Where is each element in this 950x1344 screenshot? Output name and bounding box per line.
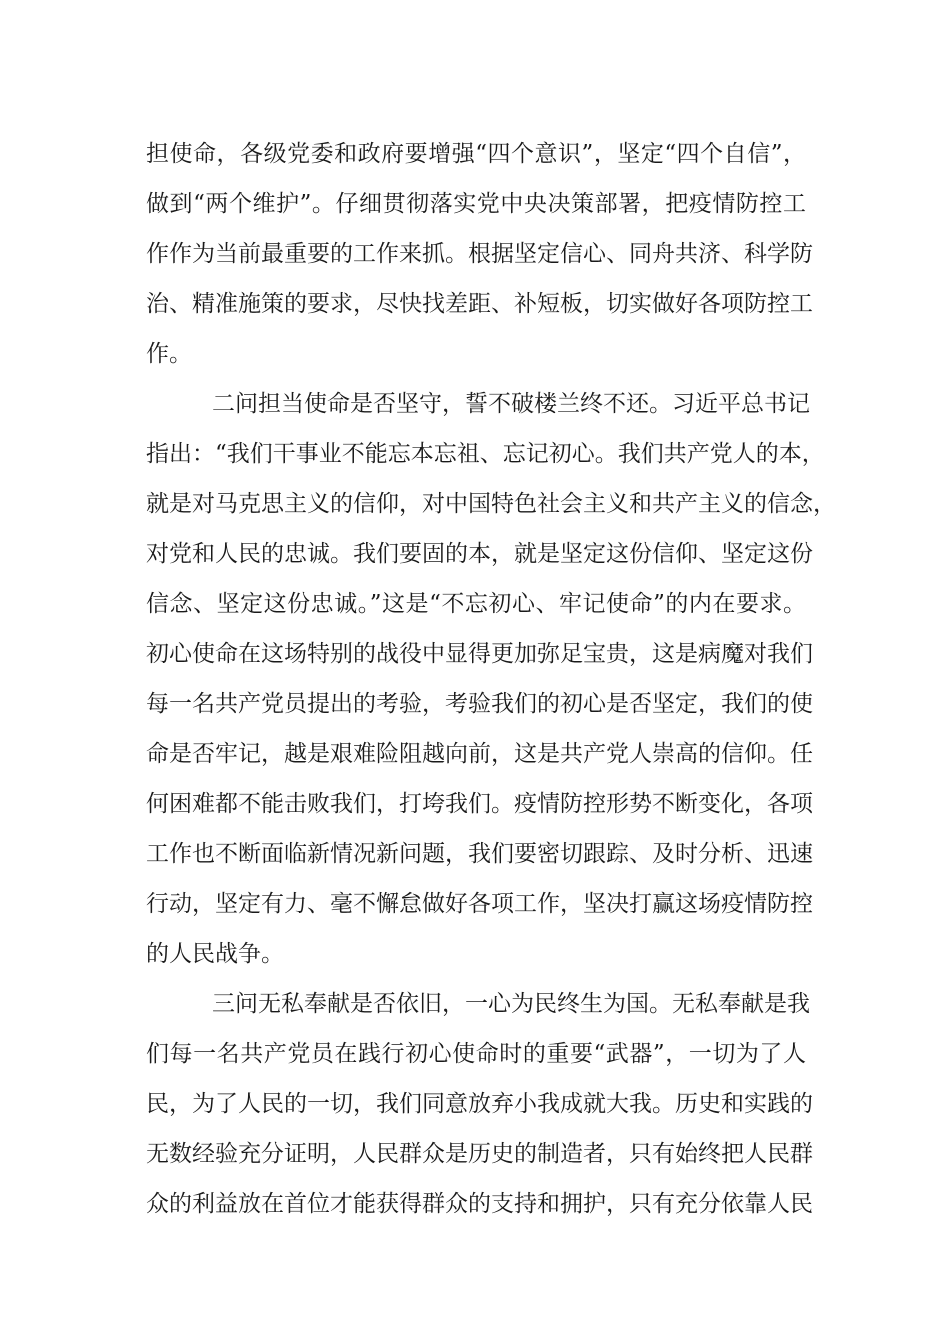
- text-line: 每一名共产党员提出的考验，考验我们的初心是否坚定，我们的使: [146, 691, 813, 717]
- text-line: 作。: [146, 341, 192, 367]
- text-line: 作作为当前最重要的工作来抓。根据坚定信心、同舟共济、科学防: [146, 241, 813, 267]
- text-line: 们每一名共产党员在践行初心使命时的重要“武器”，一切为了人: [146, 1041, 806, 1067]
- text-line: 治、精准施策的要求，尽快找差距、补短板，切实做好各项防控工: [146, 291, 813, 317]
- text-line: 就是对马克思主义的信仰，对中国特色社会主义和共产主义的信念，: [146, 491, 836, 517]
- text-line: 三问无私奉献是否依旧，一心为民终生为国。无私奉献是我: [212, 991, 810, 1017]
- text-line: 民，为了人民的一切，我们同意放弃小我成就大我。历史和实践的: [146, 1091, 813, 1117]
- text-line: 指出：“我们干事业不能忘本忘祖、忘记初心。我们共产党人的本，: [146, 441, 825, 467]
- paragraph-1: [146, 129, 813, 379]
- text-line: 做到“两个维护”。仔细贯彻落实党中央决策部署，把疫情防控工: [146, 191, 806, 217]
- paragraph-2: [146, 379, 836, 979]
- text-line: 行动，坚定有力、毫不懈怠做好各项工作，坚决打赢这场疫情防控: [146, 891, 813, 917]
- text-line: 众的利益放在首位才能获得群众的支持和拥护，只有充分依靠人民: [146, 1191, 813, 1217]
- text-line: 的人民战争。: [146, 941, 284, 967]
- paragraph-3: [146, 979, 813, 1229]
- text-line: 无数经验充分证明，人民群众是历史的制造者，只有始终把人民群: [146, 1141, 813, 1167]
- text-line: 对党和人民的忠诚。我们要固的本，就是坚定这份信仰、坚定这份: [146, 541, 813, 567]
- text-line: 工作也不断面临新情况新问题，我们要密切跟踪、及时分析、迅速: [146, 841, 813, 867]
- document-body: [146, 129, 836, 1229]
- text-line: 信念、坚定这份忠诚。”这是“不忘初心、牢记使命”的内在要求。: [146, 591, 806, 617]
- text-line: 二问担当使命是否坚守，誓不破楼兰终不还。习近平总书记: [212, 391, 810, 417]
- text-line: 命是否牢记，越是艰难险阻越向前，这是共产党人崇高的信仰。任: [146, 741, 813, 767]
- text-line: 担使命，各级党委和政府要增强“四个意识”，坚定“四个自信”，: [146, 141, 806, 167]
- text-line: 何困难都不能击败我们，打垮我们。疫情防控形势不断变化，各项: [146, 791, 813, 817]
- text-line: 初心使命在这场特别的战役中显得更加弥足宝贵，这是病魔对我们: [146, 641, 813, 667]
